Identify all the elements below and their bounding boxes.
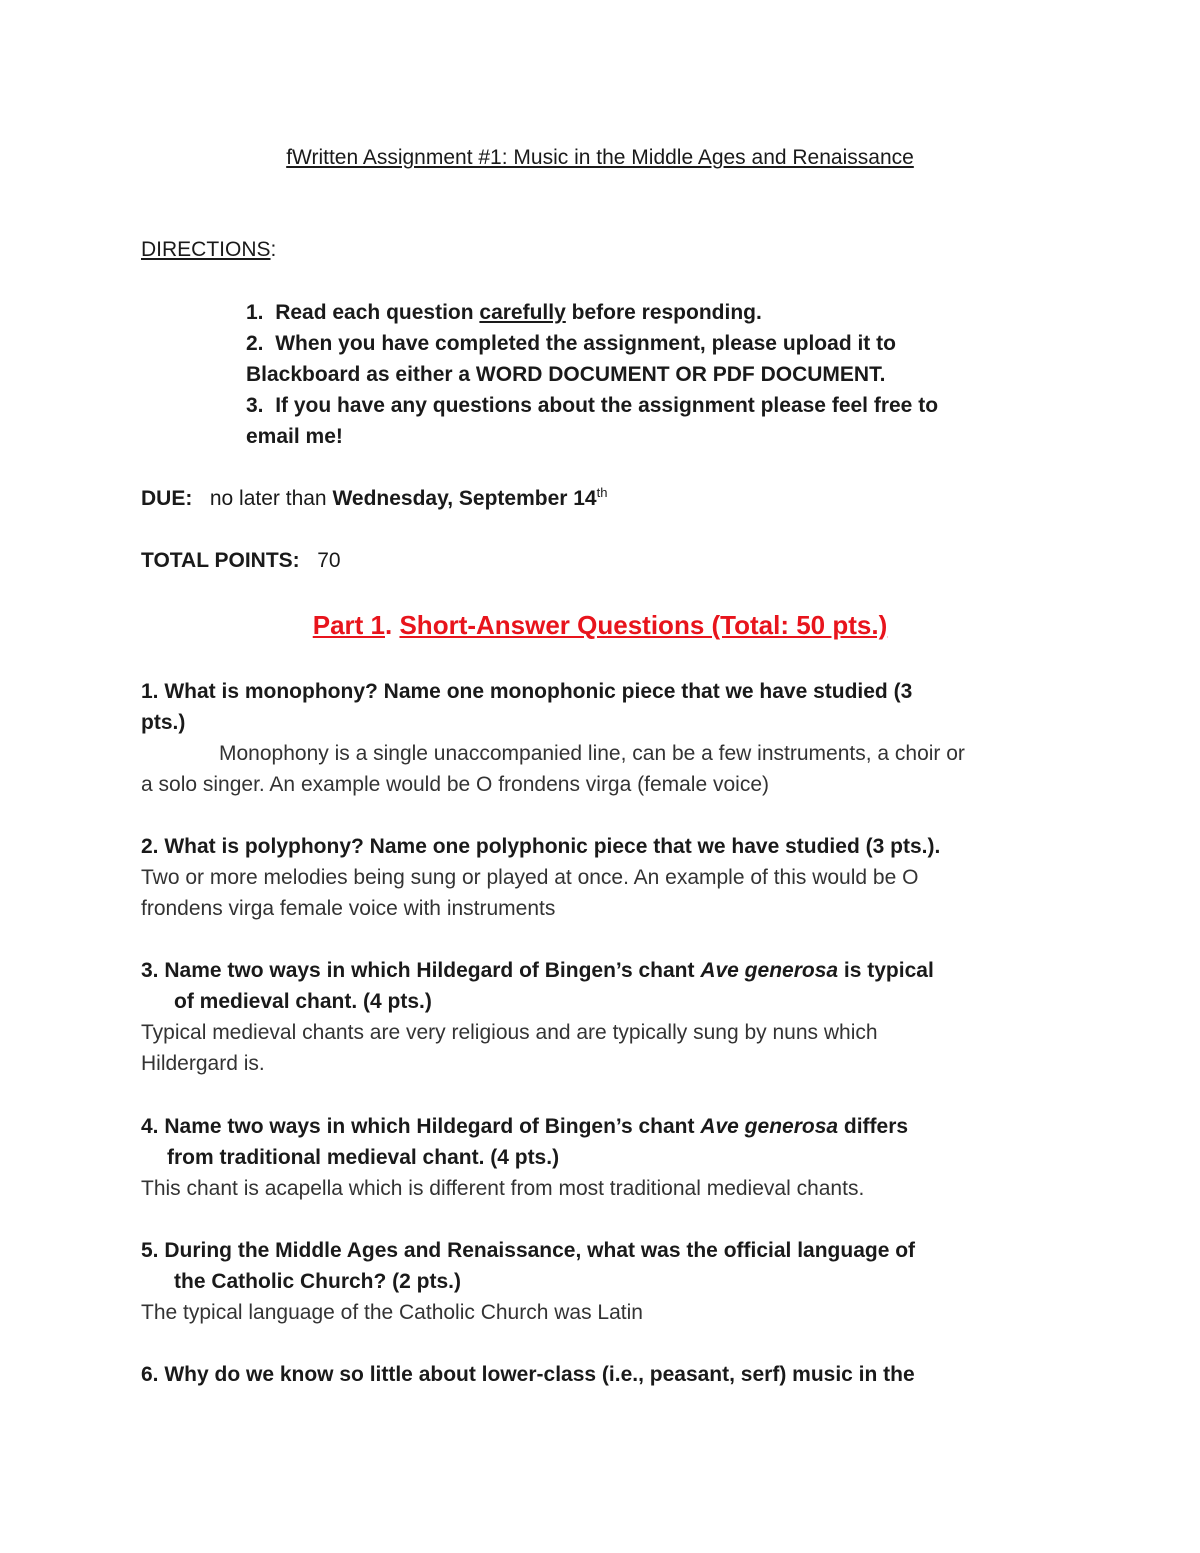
question-6: 6. Why do we know so little about lower-class (i.e., peasant, serf) music in the [141,1363,915,1386]
question-1-cont: pts.) [141,711,186,734]
answer-1: Monophony is a single unaccompanied line, can be a few instruments, a choir or [219,742,965,765]
answer-2: Two or more melodies being sung or played at once. An example of this would be O [141,866,919,889]
direction-text: before responding. [565,301,762,324]
answer-5: The typical language of the Catholic Church was Latin [141,1301,643,1324]
due-label: DUE: [141,487,193,510]
question-text: differs [838,1115,909,1138]
question-text: 4. Name two ways in which Hildegard of Bingen’s chant [141,1115,701,1138]
question-3 [141,955,934,986]
direction-item-3-cont: email me! [246,425,343,448]
direction-text: When you have completed the assignment, please upload it to [275,332,896,355]
question-4-cont: from traditional medieval chant. (4 pts.) [167,1146,560,1169]
question-2: 2. What is polyphony? Name one polyphonic piece that we have studied (3 pts.). [141,835,941,858]
due-line [141,483,607,514]
directions-colon: : [270,238,277,261]
directions-heading [141,234,276,265]
direction-emphasis: carefully [479,301,566,324]
part-1-dot: . [385,610,393,640]
total-points-label: TOTAL POINTS: [141,549,300,572]
part-1-heading [0,607,1200,643]
question-1: 1. What is monophony? Name one monophonic piece that we have studied (3 [141,680,913,703]
assignment-title: fWritten Assignment #1: Music in the Middle Ages and Renaissance [286,146,914,169]
question-3-cont: of medieval chant. (4 pts.) [174,990,432,1013]
direction-text: Read each question [275,301,480,324]
direction-number: 3. [246,394,264,417]
question-5-cont: the Catholic Church? (2 pts.) [174,1270,462,1293]
direction-item-3 [246,390,938,421]
answer-1-cont: a solo singer. An example would be O frondens virga (female voice) [141,773,770,796]
question-text: 3. Name two ways in which Hildegard of Bingen’s chant [141,959,701,982]
direction-item-2 [246,328,896,359]
total-points-value: 70 [317,549,341,572]
direction-item-2-cont: Blackboard as either a WORD DOCUMENT OR PDF DOCUMENT. [246,363,886,386]
due-date: Wednesday, September 14 [332,487,597,510]
directions-label: DIRECTIONS [141,238,271,261]
part-1-title: Short-Answer Questions (Total: 50 pts.) [399,610,888,640]
direction-text: If you have any questions about the assignment please feel free to [275,394,939,417]
direction-item-1 [246,297,762,328]
question-text: is typical [838,959,934,982]
due-date-suffix: th [596,485,608,500]
direction-number: 2. [246,332,264,355]
question-4 [141,1111,908,1142]
answer-4: This chant is acapella which is different from most traditional medieval chants. [141,1177,865,1200]
part-1-label: Part 1 [312,610,385,640]
question-title-italic: Ave generosa [700,959,839,982]
question-5: 5. During the Middle Ages and Renaissance, what was the official language of [141,1239,916,1262]
answer-3: Typical medieval chants are very religious and are typically sung by nuns which [141,1021,878,1044]
total-points-line [141,545,341,576]
answer-2-cont: frondens virga female voice with instruments [141,897,556,920]
due-prefix: no later than [209,487,333,510]
direction-number: 1. [246,301,264,324]
answer-3-cont: Hildergard is. [141,1052,265,1075]
question-title-italic: Ave generosa [700,1115,839,1138]
